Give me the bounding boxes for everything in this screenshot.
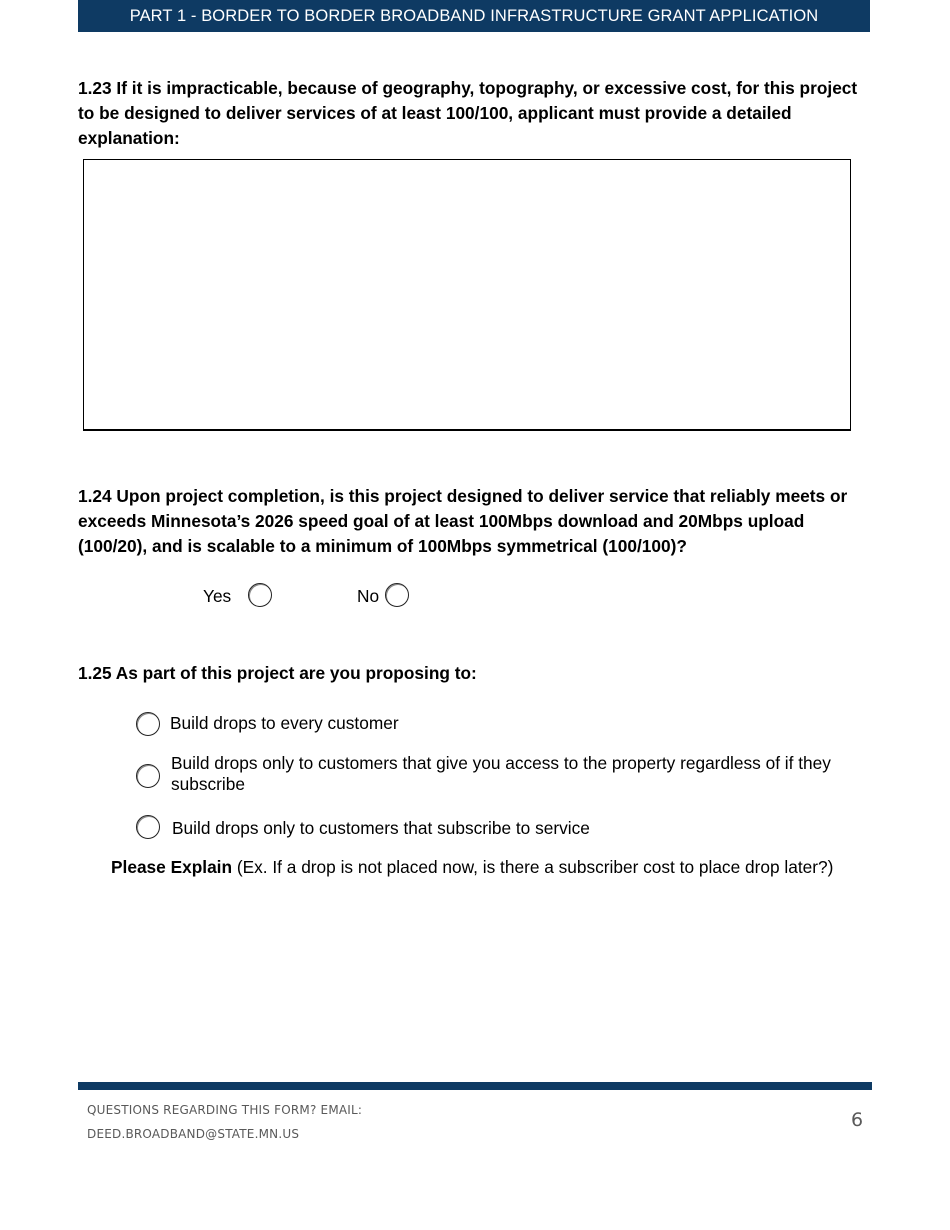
no-label: No: [357, 586, 380, 606]
option-access-customers-label: Build drops only to customers that give you access to the property regardless of if they subscribe: [171, 753, 831, 794]
page-number: 6: [851, 1109, 864, 1131]
please-explain-hint: (Ex. If a drop is not placed now, is there a subscriber cost to place drop later?): [232, 857, 834, 877]
no-radio[interactable]: [385, 583, 409, 607]
option-subscribers-only-radio[interactable]: [136, 815, 160, 839]
page-header-banner: [78, 0, 870, 32]
yes-label: Yes: [203, 586, 232, 606]
yes-radio[interactable]: [248, 583, 272, 607]
please-explain-prompt: [111, 856, 833, 878]
option-subscribers-only-label: Build drops only to customers that subscribe to service: [172, 818, 590, 838]
option-every-customer-radio[interactable]: [136, 712, 160, 736]
please-explain-label: Please Explain: [111, 857, 233, 877]
question-1-25-text: 1.25 As part of this project are you proposing to:: [78, 663, 477, 683]
header-title: PART 1 - BORDER TO BORDER BROADBAND INFRASTRUCTURE GRANT APPLICATION: [129, 6, 819, 25]
footer-email: DEED.BROADBAND@STATE.MN.US: [87, 1127, 300, 1141]
footer-question-text: QUESTIONS REGARDING THIS FORM? EMAIL:: [87, 1103, 363, 1117]
footer-divider: [78, 1082, 872, 1090]
option-access-customers-radio[interactable]: [136, 764, 160, 788]
option-every-customer-label: Build drops to every customer: [170, 713, 399, 733]
question-1-24-text: 1.24 Upon project completion, is this project designed to deliver service that reliably meets or exceeds Minnesota’s 2026 speed goal of at least 100Mbps download and 20Mbps upload (100/20), and is scalable to a minimum of 100Mbps symmetrical (100/100)?: [78, 486, 848, 556]
question-1-23-text: 1.23 If it is impracticable, because of geography, topography, or excessive cost, for this project to be designed to deliver services of at least 100/100, applicant must provide a detailed explanation:: [78, 78, 858, 148]
explanation-text-field[interactable]: [83, 159, 851, 431]
